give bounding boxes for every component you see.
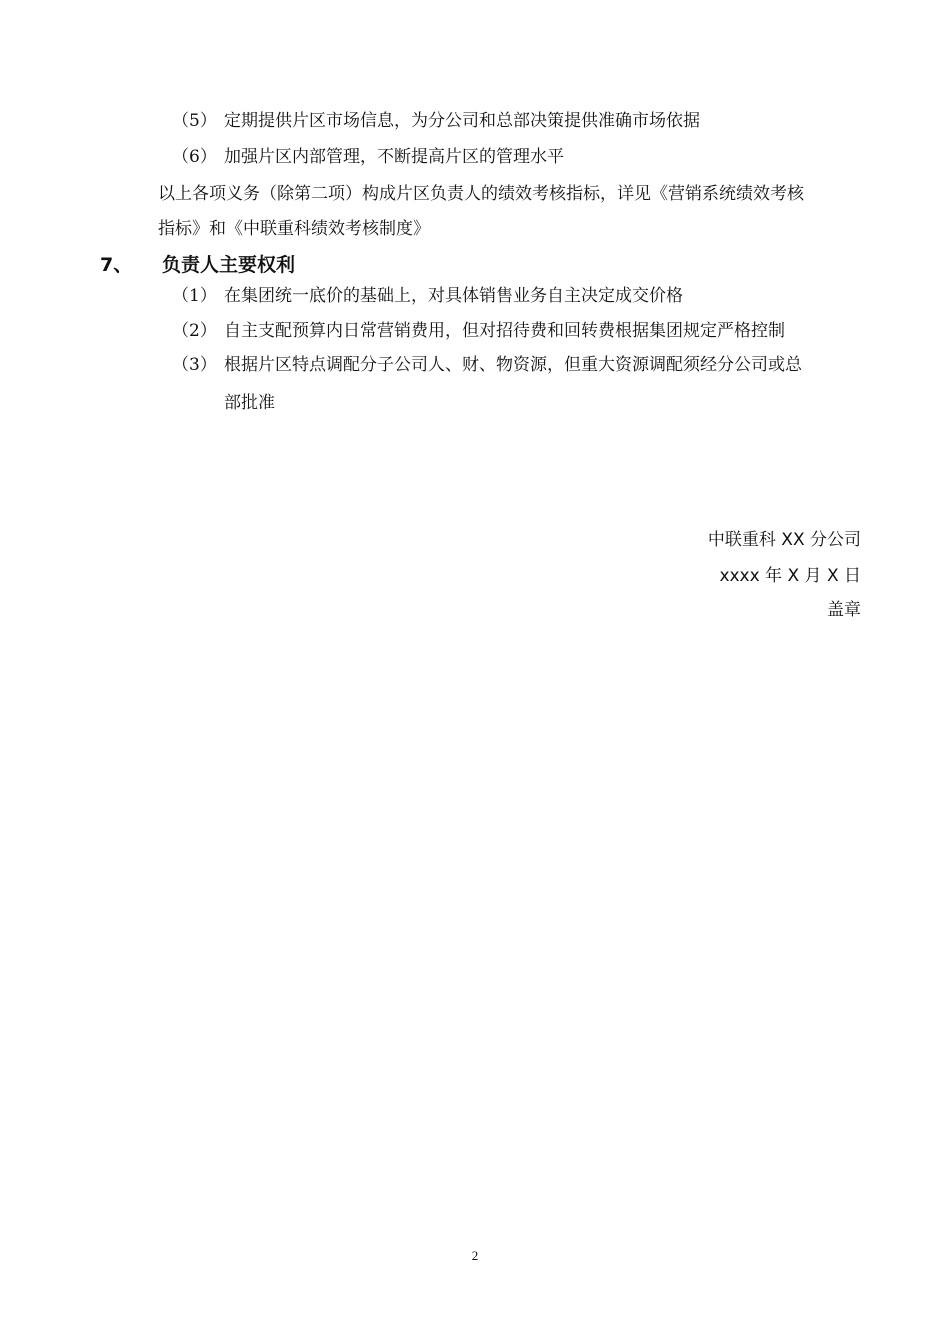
item-text: 自主支配预算内日常营销费用，但对招待费和回转费根据集团规定严格控制: [224, 321, 785, 341]
paragraph-line: 指标》和《中联重科绩效考核制度》: [158, 219, 430, 239]
item-number: （6）: [172, 147, 217, 167]
item-text: 加强片区内部管理，不断提高片区的管理水平: [224, 147, 564, 167]
list-item: [172, 110, 700, 132]
item-number: （5）: [172, 111, 217, 131]
section-number: 7、: [100, 254, 133, 276]
signature-seal: 盖章: [827, 600, 861, 620]
section-heading: [100, 253, 295, 277]
paragraph-line: 以上各项义务（除第二项）构成片区负责人的绩效考核指标，详见《营销系统绩效考核: [158, 184, 804, 204]
list-item: [172, 320, 785, 342]
page-number: 2: [471, 1248, 479, 1263]
list-item: [172, 285, 683, 307]
list-item: [172, 146, 564, 168]
list-item-continuation: 部批准: [224, 393, 275, 413]
item-text: 根据片区特点调配分子公司人、财、物资源，但重大资源调配须经分公司或总: [224, 355, 802, 375]
item-text: 在集团统一底价的基础上，对具体销售业务自主决定成交价格: [224, 286, 683, 306]
item-number: （1）: [172, 286, 217, 306]
item-number: （3）: [172, 355, 217, 375]
section-title: 负责人主要权利: [162, 254, 296, 276]
item-text: 定期提供片区市场信息，为分公司和总部决策提供准确市场依据: [224, 111, 700, 131]
signature-date: xxxx 年 X 月 X 日: [719, 566, 861, 586]
signature-company: 中联重科 XX 分公司: [707, 530, 861, 550]
list-item: [172, 354, 802, 376]
item-number: （2）: [172, 321, 217, 341]
